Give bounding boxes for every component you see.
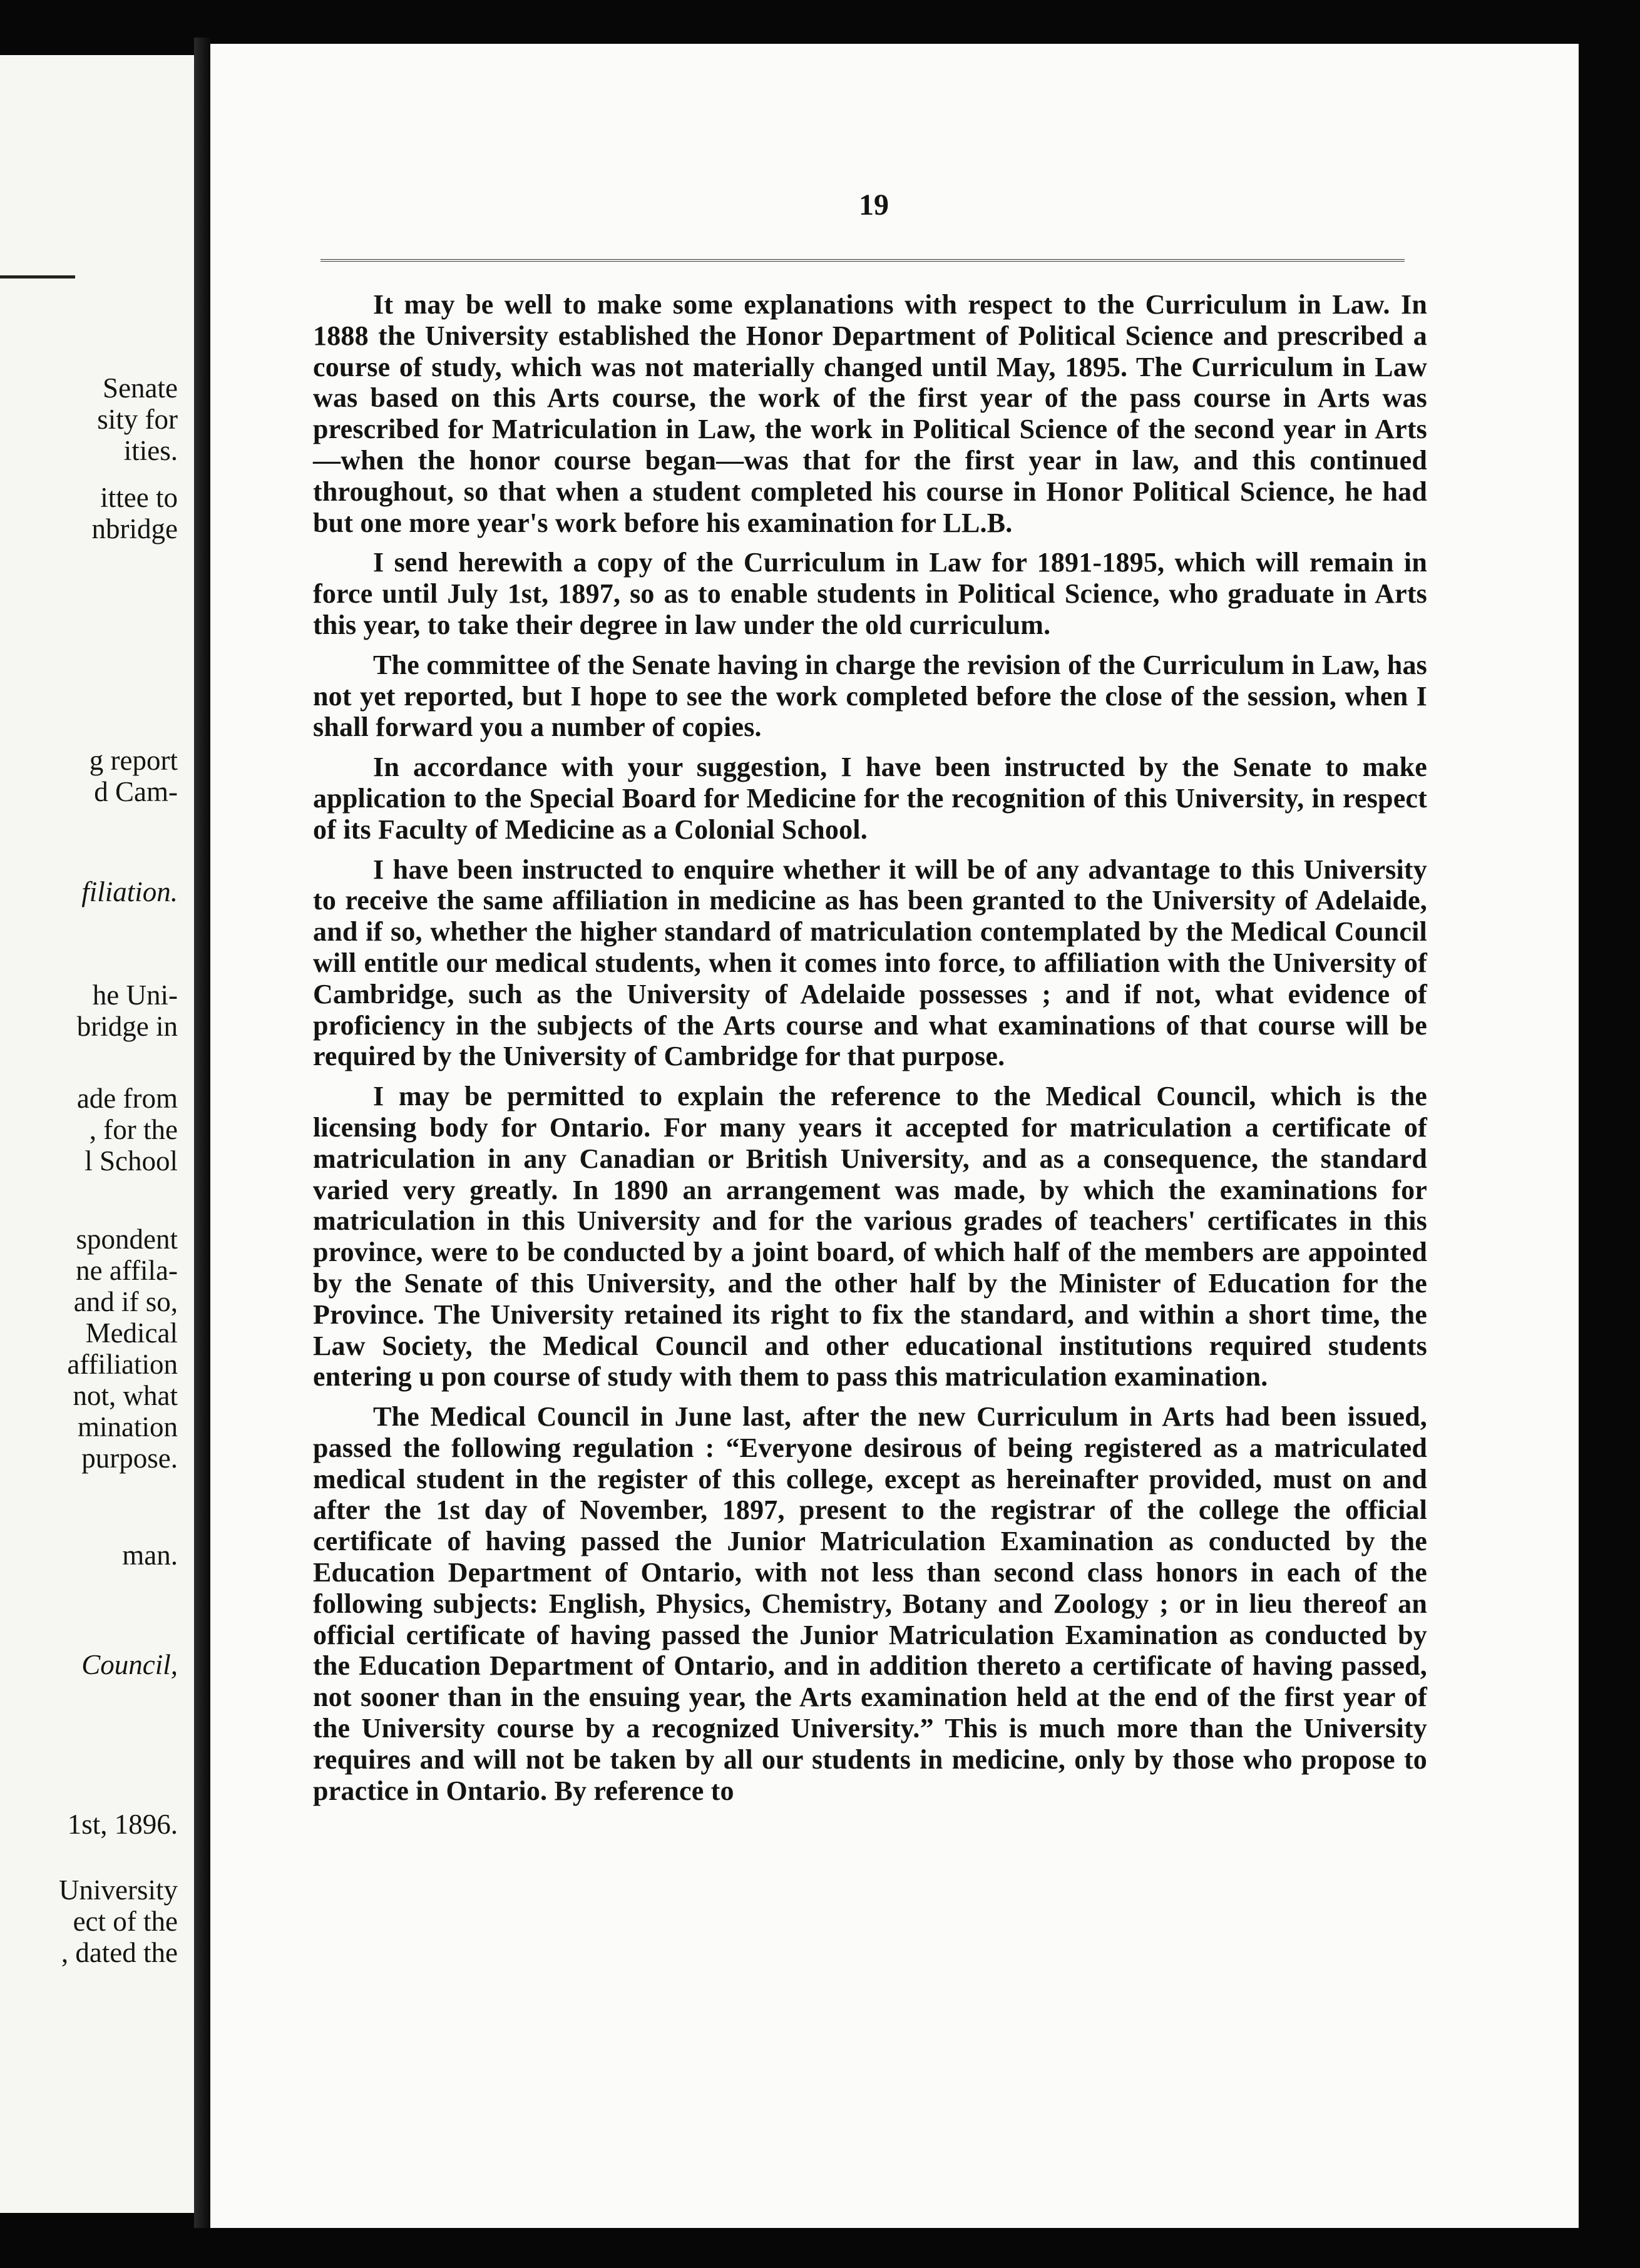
left-page-line: not, what	[73, 1380, 178, 1411]
header-rule	[320, 259, 1405, 262]
paragraph: In accordance with your suggestion, I have been instructed by the Senate to make application to the Special Board for Medicine for the recognition of this University, in respect of its Faculty of Medicine as a Colonial School.	[313, 752, 1427, 845]
left-page-fragment	[0, 55, 194, 2213]
left-page-line: l School	[85, 1145, 178, 1177]
left-page-line: ittee to	[100, 482, 178, 513]
left-page-line: affiliation	[67, 1349, 178, 1380]
paragraph: The committee of the Senate having in charge the revision of the Curriculum in Law, has not yet reported, but I hope to see the work completed before the close of the session, when I shall forward you a number of copies.	[313, 649, 1427, 743]
left-page-line: spondent	[76, 1223, 178, 1255]
left-page-line: Senate	[103, 372, 178, 404]
paragraph: I may be permitted to explain the reference to the Medical Council, which is the licensing body for Ontario. For many years it accepted for matriculation a certificate of matriculation in any Canadian or British University, and as a consequence, the standard varied very greatly. In 1890 an arrangement was made, by which the examinations for matriculation in this University and for the various grades of teachers' certificates in this province, were to be conducted by a joint board, of which half of the members are appointed by the Senate of this University, and the other half by the Minister of Education for the Province. The University retained its right to fix the standard, and within a short time, the Law Society, the Medical Council and other educational institutions required students entering u pon course of study with them to pass this matriculation examination.	[313, 1081, 1427, 1392]
left-page-line: ade from	[76, 1083, 178, 1114]
paragraph: It may be well to make some explanations with respect to the Curriculum in Law. In 1888 the University established the Honor Department of Political Science and prescribed a course of study, which was not materially changed until May, 1895. The Curriculum in Law was based on this Arts course, the work of the first year of the pass course in Arts was prescribed for Matriculation in Law, the work in Political Science of the second year in Arts—when the honor course began—was that for the first year in law, and this continued throughout, so that when a student completed his course in Honor Political Science, he had but one more year's work before his examination for LL.B.	[313, 289, 1427, 538]
left-page-line: 1st, 1896.	[67, 1809, 178, 1840]
left-page-line: mination	[78, 1411, 178, 1443]
paragraph: I send herewith a copy of the Curriculum in Law for 1891-1895, which will remain in force until July 1st, 1897, so as to enable students in Political Science, who graduate in Arts this year, to take their degree in law under the old curriculum.	[313, 547, 1427, 640]
left-page-line: sity for	[97, 404, 178, 435]
left-page-line: he Uni-	[92, 979, 178, 1011]
left-page-line: Council,	[81, 1649, 178, 1680]
left-page-line: bridge in	[76, 1011, 178, 1042]
left-page-line: purpose.	[81, 1443, 178, 1474]
paragraph: The Medical Council in June last, after the new Curriculum in Arts had been issued, passed the following regulation : “Everyone desirous of being registered as a matriculated medical student in the register of this college, except as hereinafter provided, must on and after the 1st day of November, 1897, present to the registrar of the college the official certificate of having passed the Junior Matriculation Examination as conducted by the Education Department of Ontario, with not less than second class honors in each of the following subjects: English, Physics, Chemistry, Botany and Zoology ; or in lieu thereof an official certificate of having passed the Junior Matriculation Examination as conducted by the Education Department of Ontario, and in addition thereto a certificate of having passed, not sooner than in the ensuing year, the Arts examination held at the end of the first year of the University course by a recognized University.” This is much more than the University requires and will not be taken by all our students in medicine, only by those who propose to practice in Ontario. By reference to	[313, 1401, 1427, 1806]
left-page-line: ities.	[123, 435, 178, 466]
left-page-line: g report	[89, 745, 178, 776]
left-page-line: ne affila-	[76, 1255, 178, 1286]
left-page-line: man.	[122, 1540, 178, 1571]
book-gutter	[194, 38, 210, 2228]
left-page-line: ect of the	[73, 1906, 178, 1937]
left-page-line: Medical	[85, 1317, 178, 1349]
left-page-line: and if so,	[73, 1286, 178, 1317]
paragraph: I have been instructed to enquire whether it will be of any advantage to this University to receive the same affiliation in medicine as has been granted to the University of Adelaide, and if so, whether the higher standard of matriculation contemplated by the Medical Council will entitle our medical students, when it comes into force, to affiliation with the University of Cambridge, such as the University of Adelaide possesses ; and if not, what evidence of proficiency in the subjects of the Arts course and what examinations of that course will be required by the University of Cambridge for that purpose.	[313, 854, 1427, 1072]
body-text	[313, 289, 1427, 1815]
left-page-line: , dated the	[61, 1937, 178, 1968]
left-page-line: , for the	[89, 1114, 178, 1145]
left-page-line: d Cam-	[94, 776, 178, 807]
page-number: 19	[859, 188, 889, 222]
left-page-rule	[0, 275, 75, 278]
left-page-line: nbridge	[91, 513, 178, 544]
left-page-line: filiation.	[81, 876, 178, 907]
left-page-line: University	[59, 1874, 178, 1906]
